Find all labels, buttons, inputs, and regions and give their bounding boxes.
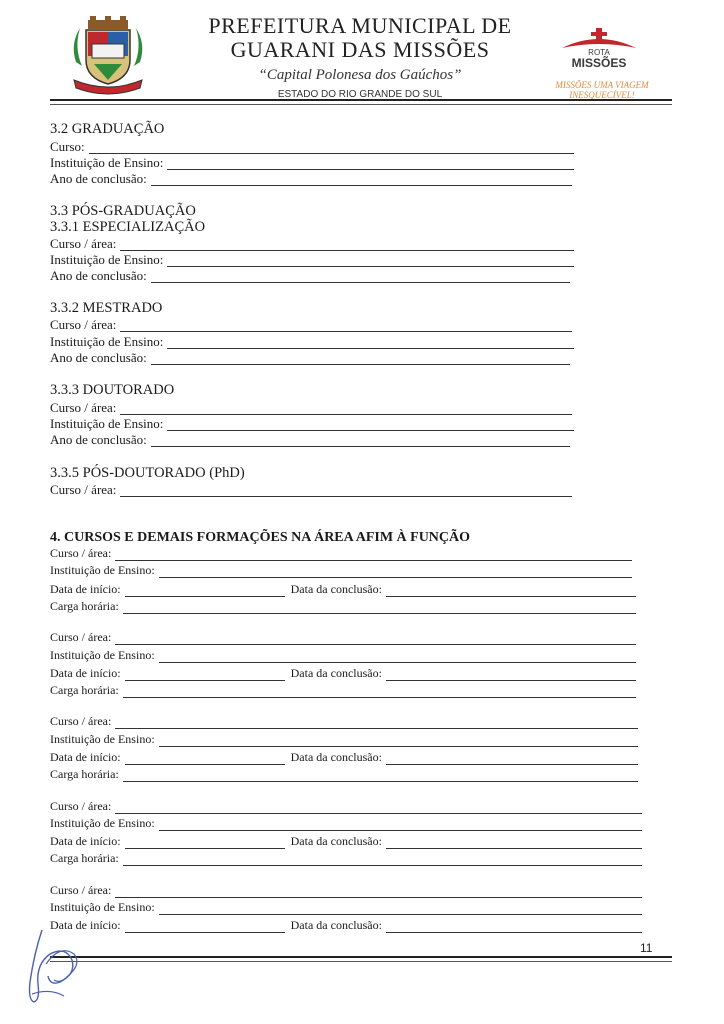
data-inicio-fill-line[interactable]	[125, 585, 285, 597]
field-label: Instituição de Ensino:	[50, 648, 155, 662]
field-label: Data de início:	[50, 834, 121, 848]
footer-divider	[50, 956, 672, 958]
mestrado-curso-row	[50, 317, 572, 332]
curso-block-1-datas-row	[50, 582, 636, 597]
curso-block-5-datas-row	[50, 918, 642, 933]
header-title-line2: GUARANI DAS MISSÕES	[230, 37, 490, 62]
graduacao-ano-row	[50, 171, 572, 186]
curso-block-3-curso-row	[50, 714, 638, 729]
field-label: Instituição de Ensino:	[50, 416, 164, 431]
curso-area-fill-line[interactable]	[120, 403, 572, 415]
rota-missoes-logo-icon	[556, 26, 642, 70]
field-label: Curso:	[50, 139, 85, 154]
field-label: Instituição de Ensino:	[50, 155, 164, 170]
field-label: Carga horária:	[50, 767, 119, 781]
carga-fill-line[interactable]	[123, 686, 636, 698]
curso-block-4-carga-row	[50, 851, 642, 866]
field-label: Data da conclusão:	[290, 582, 382, 596]
curso-block-3-carga-row	[50, 767, 638, 782]
logo-text-main: MISSÕES	[571, 56, 627, 70]
footer-divider-thin	[50, 961, 672, 962]
field-label: Instituição de Ensino:	[50, 900, 155, 914]
curso-area-fill-line[interactable]	[115, 802, 642, 814]
field-label: Carga horária:	[50, 599, 119, 613]
field-label: Curso / área:	[50, 236, 117, 251]
instituicao-fill-line[interactable]	[167, 255, 574, 267]
header-title-block	[160, 14, 560, 102]
ano-fill-line[interactable]	[151, 435, 570, 447]
instituicao-fill-line[interactable]	[159, 651, 636, 663]
section-especializacao: 3.3.1 ESPECIALIZAÇÃO	[50, 219, 206, 235]
curso-block-2-curso-row	[50, 630, 636, 645]
handwritten-signature-icon	[20, 924, 90, 1008]
mestrado-ano-row	[50, 350, 570, 365]
section-doutorado: 3.3.3 DOUTORADO	[50, 382, 175, 398]
field-label: Instituição de Ensino:	[50, 252, 164, 267]
field-label: Curso / área:	[50, 799, 112, 813]
carga-fill-line[interactable]	[123, 770, 638, 782]
curso-area-fill-line[interactable]	[115, 633, 636, 645]
data-conclusao-fill-line[interactable]	[386, 753, 638, 765]
section-pos-doutorado: 3.3.5 PÓS-DOUTORADO (PhD)	[50, 465, 245, 481]
especializacao-curso-row	[50, 236, 574, 251]
field-label: Data de início:	[50, 582, 121, 596]
field-label: Data da conclusão:	[290, 918, 382, 932]
header-title-line1: PREFEITURA MUNICIPAL DE	[208, 13, 512, 38]
instituicao-fill-line[interactable]	[159, 566, 632, 578]
graduacao-instituicao-row	[50, 155, 574, 170]
curso-fill-line[interactable]	[89, 142, 574, 154]
field-label: Data de início:	[50, 666, 121, 680]
ano-fill-line[interactable]	[151, 353, 570, 365]
field-label: Curso / área:	[50, 630, 112, 644]
especializacao-instituicao-row	[50, 252, 574, 267]
instituicao-fill-line[interactable]	[167, 419, 574, 431]
curso-area-fill-line[interactable]	[115, 717, 638, 729]
field-label: Ano de conclusão:	[50, 171, 147, 186]
header-state: ESTADO DO RIO GRANDE DO SUL	[277, 89, 443, 100]
instituicao-fill-line[interactable]	[159, 903, 642, 915]
doutorado-instituicao-row	[50, 416, 574, 431]
field-label: Data da conclusão:	[290, 666, 382, 680]
curso-block-4-instituicao-row	[50, 816, 642, 831]
field-label: Curso / área:	[50, 482, 117, 497]
curso-block-5-curso-row	[50, 883, 642, 898]
field-label: Carga horária:	[50, 851, 119, 865]
instituicao-fill-line[interactable]	[167, 158, 574, 170]
field-label: Ano de conclusão:	[50, 350, 147, 365]
curso-block-2-datas-row	[50, 666, 636, 681]
curso-block-4-curso-row	[50, 799, 642, 814]
section-pos-graduacao: 3.3 PÓS-GRADUAÇÃO	[50, 203, 196, 219]
carga-fill-line[interactable]	[123, 854, 642, 866]
curso-block-2-instituicao-row	[50, 648, 636, 663]
field-label: Instituição de Ensino:	[50, 563, 155, 577]
section-graduacao: 3.2 GRADUAÇÃO	[50, 121, 165, 137]
field-label: Data de início:	[50, 918, 121, 932]
field-label: Curso / área:	[50, 714, 112, 728]
mestrado-instituicao-row	[50, 334, 574, 349]
field-label: Curso / área:	[50, 400, 117, 415]
curso-block-3-datas-row	[50, 750, 638, 765]
curso-block-1-curso-row	[50, 546, 632, 561]
pos-doutorado-curso-row	[50, 482, 572, 497]
logo-text-top: ROTA	[588, 48, 610, 57]
data-conclusao-fill-line[interactable]	[386, 837, 642, 849]
curso-block-4-datas-row	[50, 834, 642, 849]
field-label: Data da conclusão:	[290, 834, 382, 848]
field-label: Data da conclusão:	[290, 750, 382, 764]
curso-area-fill-line[interactable]	[115, 886, 642, 898]
curso-block-2-carga-row	[50, 683, 636, 698]
curso-block-3-instituicao-row	[50, 732, 638, 747]
ano-fill-line[interactable]	[151, 271, 570, 283]
instituicao-fill-line[interactable]	[167, 337, 574, 349]
curso-block-1-carga-row	[50, 599, 636, 614]
data-inicio-fill-line[interactable]	[125, 837, 285, 849]
curso-area-fill-line[interactable]	[115, 549, 632, 561]
carga-fill-line[interactable]	[123, 602, 636, 614]
ano-fill-line[interactable]	[151, 174, 572, 186]
graduacao-curso-row	[50, 139, 574, 154]
field-label: Curso / área:	[50, 546, 112, 560]
field-label: Instituição de Ensino:	[50, 732, 155, 746]
curso-block-1-instituicao-row	[50, 563, 632, 578]
doutorado-curso-row	[50, 400, 572, 415]
curso-area-fill-line[interactable]	[120, 239, 574, 251]
curso-area-fill-line[interactable]	[120, 320, 572, 332]
page-number: 11	[640, 941, 653, 955]
field-label: Ano de conclusão:	[50, 268, 147, 283]
field-label: Instituição de Ensino:	[50, 816, 155, 830]
field-label: Curso / área:	[50, 883, 112, 897]
data-inicio-fill-line[interactable]	[125, 921, 285, 933]
rota-slogan-line1: MISSÕES UMA VIAGEM	[555, 80, 649, 90]
rota-slogan-line2: INESQUECÍVEL!	[569, 90, 635, 100]
data-conclusao-fill-line[interactable]	[386, 669, 636, 681]
curso-block-5-instituicao-row	[50, 900, 642, 915]
section-mestrado: 3.3.2 MESTRADO	[50, 300, 163, 316]
instituicao-fill-line[interactable]	[159, 819, 642, 831]
curso-area-fill-line[interactable]	[120, 485, 572, 497]
rota-slogan	[540, 80, 664, 100]
field-label: Curso / área:	[50, 317, 117, 332]
field-label: Carga horária:	[50, 683, 119, 697]
data-conclusao-fill-line[interactable]	[386, 921, 642, 933]
doutorado-ano-row	[50, 432, 570, 447]
especializacao-ano-row	[50, 268, 570, 283]
data-conclusao-fill-line[interactable]	[386, 585, 636, 597]
header-divider	[50, 99, 672, 101]
field-label: Ano de conclusão:	[50, 432, 147, 447]
data-inicio-fill-line[interactable]	[125, 753, 285, 765]
section-cursos: 4. CURSOS E DEMAIS FORMAÇÕES NA ÁREA AFIM À FUNÇÃO	[50, 530, 471, 545]
instituicao-fill-line[interactable]	[159, 735, 638, 747]
field-label: Instituição de Ensino:	[50, 334, 164, 349]
field-label: Data de início:	[50, 750, 121, 764]
header-divider-thin	[50, 104, 672, 105]
header-motto: “Capital Polonesa dos Gaúchos”	[258, 67, 462, 83]
data-inicio-fill-line[interactable]	[125, 669, 285, 681]
municipal-crest-icon	[66, 14, 150, 96]
